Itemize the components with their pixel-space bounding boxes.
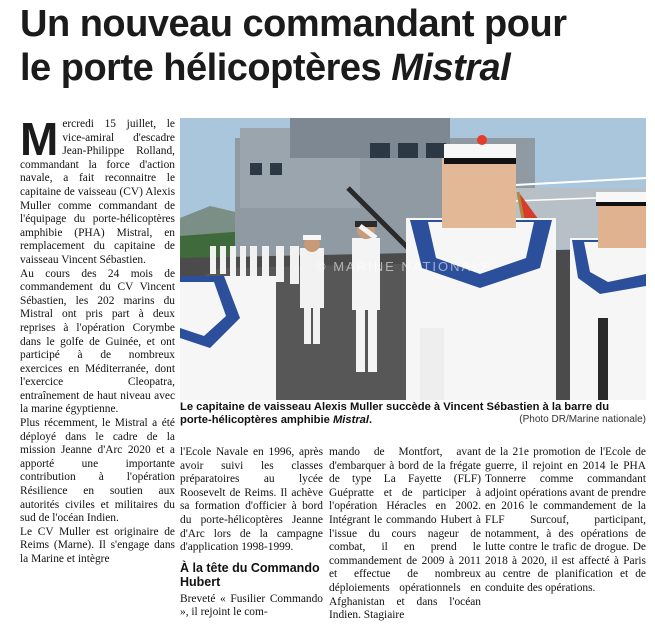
caption-line-1: Le capitaine de vaisseau Alexis Muller succède à Vincent Sébastien à la barre du — [180, 401, 610, 413]
headline-ship-name: Mistral — [391, 47, 511, 89]
article-paragraph-4: Le CV Muller est originaire de Reims (Marne). Il s'engage dans la Marine et intègre — [20, 525, 175, 565]
headline-line-1: Un nouveau commandant pour — [20, 3, 567, 45]
article-paragraph-6: Breveté « Fusilier Commando », il rejoint le com- — [180, 592, 323, 619]
photo-credit: (Photo DR/Marine nationale) — [519, 414, 646, 425]
caption-line-2-text: porte-hélicoptères amphibie — [180, 414, 333, 427]
section-subheading: À la tête du Commando Hubert — [180, 560, 320, 589]
caption-line-2-end: . — [369, 414, 373, 427]
ceremony-photo-drawing — [180, 118, 646, 400]
article-paragraph-3: Plus récemment, le Mistral a été déployé dans le cadre de la mission Jeanne d'Arc 2020 et a apporté une importante contribution à l'opération Résilience en soutien aux autorités civiles et militaires du sud de l'océan Indien. — [20, 417, 175, 525]
ceremony-photo — [180, 118, 646, 400]
drop-cap: M — [20, 113, 59, 165]
headline — [20, 2, 650, 90]
headline-line-2 — [20, 46, 650, 90]
article-paragraph-1: ercredi 15 juillet, le vice-amiral d'escadre Jean-Philippe Rolland, commandant la force d'action navale, a fait reconnaitre le capitaine de vaisseau (CV) Alexis Muller comme commandant de l'équipage du porte-hélicoptères amphibie (PHA) Mistral, en remplacement du capitaine de vaisseau Vincent Sébastien. — [20, 118, 175, 266]
article-column-4 — [485, 446, 646, 596]
photo-watermark: © MARINE NATIONALE — [316, 259, 493, 274]
article-paragraph-5: l'Ecole Navale en 1996, après avoir suivi les classes préparatoires au lycée Roosevelt de Reims. Il achève sa formation d'officier à bord du porte-hélicoptères Jeanne d'Arc lors de la campagne d'application 1998-1999. — [180, 446, 323, 554]
article-paragraph-7: mando de Montfort, avant d'embarquer à bord de la frégate de type La Fayette (FLF) Guépratte et de participer à l'opération Héracles en 2002. Intégrant le commando Hubert à l'issue du cours nageur de combat, il en prend le commandement de 2009 à 2011 et effectue de nombreux déploiements opérationnels en Afghanistan et dans l'océan Indien. Stagiaire — [329, 446, 481, 622]
article-column-2 — [180, 446, 323, 620]
article-column-3 — [329, 446, 481, 623]
caption-ship-name: Mistral — [332, 414, 369, 427]
article-column-1 — [20, 113, 175, 567]
headline-line-2-text: le porte hélicoptères — [20, 47, 392, 89]
article-paragraph-8: de la 21e promotion de l'Ecole de guerre, il rejoint en 2014 le PHA Tonnerre comme commandant adjoint opérations avant de prendre en 2016 le commandement de la FLF Surcouf, participant, notamment, à des opérations de lutte contre le trafic de drogue. De 2018 à 2020, il est affecté à Paris au centre de planification et de conduite des opérations. — [485, 446, 646, 594]
article-paragraph-2: Au cours des 24 mois de commandement du CV Vincent Sébastien, les 202 marins du Mistral ont pris part à deux reprises à l'opération Corymbe dans le golfe de Guinée, et ont participé à de nombreux exercices en Méditerranée, dont l'exercice Cleopatra, entraînement de haut niveau avec la marine égyptienne. — [20, 267, 175, 416]
